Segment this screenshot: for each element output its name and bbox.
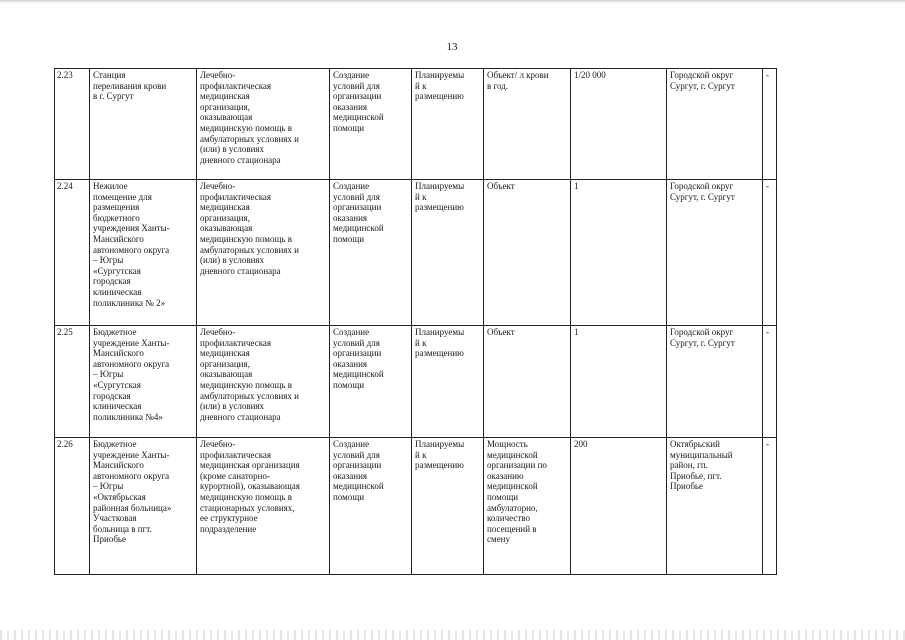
object-location: Городской округ Сургут, г. Сургут [667, 326, 763, 438]
object-value: 1 [571, 326, 667, 438]
table-row [55, 326, 777, 438]
scan-bottom-edge [0, 630, 905, 640]
object-type: Лечебно- профилактическая медицинская организация, оказывающая медицинскую помощь в амбулаторных условиях и (или) в условиях дневного стационара [197, 326, 330, 438]
object-name: Бюджетное учреждение Ханты- Мансийского автономного округа – Югры «Сургутская городская клиническая поликлиника №4» [90, 326, 197, 438]
row-number: 2.26 [55, 438, 90, 575]
object-status: Планируемы й к размещению [412, 69, 484, 180]
row-number: 2.23 [55, 69, 90, 180]
table-row [55, 69, 777, 180]
object-location: Октябрьский муниципальный район, гп. Приобье, пгт. Приобье [667, 438, 763, 575]
object-name: Нежилое помещение для размещения бюджетного учреждения Ханты- Мансийского автономного округа – Югры «Сургутская городская клиническая поликлиника № 2» [90, 180, 197, 326]
object-location: Городской округ Сургут, г. Сургут [667, 69, 763, 180]
object-type: Лечебно- профилактическая медицинская организация, оказывающая медицинскую помощь в амбулаторных условиях и (или) в условиях дневного стационара [197, 180, 330, 326]
object-status: Планируемы й к размещению [412, 180, 484, 326]
table-row [55, 180, 777, 326]
object-location: Городской округ Сургут, г. Сургут [667, 180, 763, 326]
object-indicator: Мощность медицинской организации по оказанию медицинской помощи амбулаторно, количество посещений в смену [484, 438, 571, 575]
object-zone: - [763, 438, 777, 575]
object-purpose: Создание условий для организации оказания медицинской помощи [330, 180, 412, 326]
object-purpose: Создание условий для организации оказания медицинской помощи [330, 438, 412, 575]
row-number: 2.24 [55, 180, 90, 326]
object-type: Лечебно- профилактическая медицинская организация (кроме санаторно- курортной), оказывающая медицинскую помощь в стационарных условиях, ее структурное подразделение [197, 438, 330, 575]
object-value: 1 [571, 180, 667, 326]
object-indicator: Объект [484, 326, 571, 438]
object-zone: - [763, 69, 777, 180]
object-zone: - [763, 180, 777, 326]
table-row [55, 438, 777, 575]
object-value: 200 [571, 438, 667, 575]
object-indicator: Объект [484, 180, 571, 326]
object-indicator: Объект/ л крови в год. [484, 69, 571, 180]
objects-table [54, 68, 777, 575]
scan-top-edge [0, 0, 905, 6]
object-purpose: Создание условий для организации оказания медицинской помощи [330, 326, 412, 438]
object-name: Бюджетное учреждение Ханты- Мансийского автономного округа – Югры «Октябрьская районная больница» Участковая больница в пгт. Приобье [90, 438, 197, 575]
object-status: Планируемы й к размещению [412, 438, 484, 575]
object-status: Планируемы й к размещению [412, 326, 484, 438]
row-number: 2.25 [55, 326, 90, 438]
object-purpose: Создание условий для организации оказания медицинской помощи [330, 69, 412, 180]
object-zone: - [763, 326, 777, 438]
page-number: 13 [446, 41, 458, 53]
object-type: Лечебно- профилактическая медицинская организация, оказывающая медицинскую помощь в амбулаторных условиях и (или) в условиях дневного стационара [197, 69, 330, 180]
object-name: Станция переливания крови в г. Сургут [90, 69, 197, 180]
object-value: 1/20 000 [571, 69, 667, 180]
